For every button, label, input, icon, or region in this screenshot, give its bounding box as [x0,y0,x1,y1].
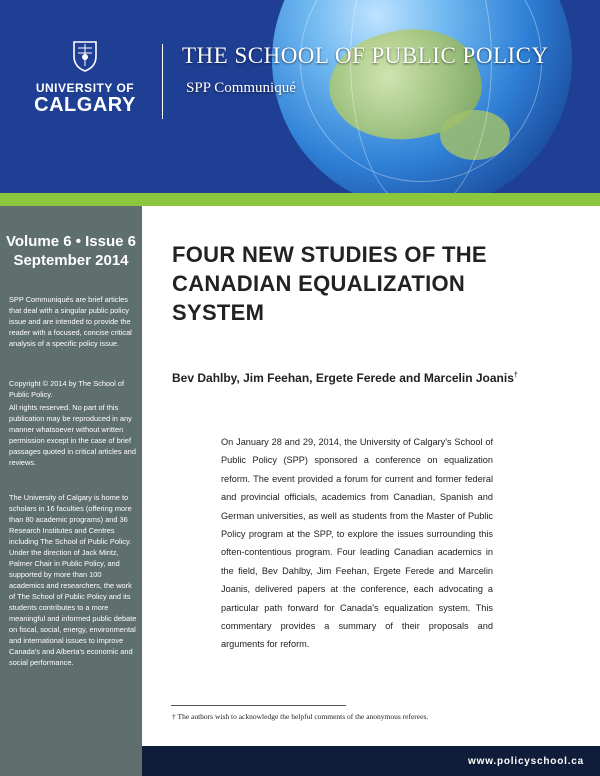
volume-issue: Volume 6 • Issue 6 [5,233,137,250]
globe-gridline [350,0,492,193]
sidebar-copyright: Copyright © 2014 by The School of Public Policy. [9,379,125,399]
school-title: THE SCHOOL OF PUBLIC POLICY [182,43,549,68]
sidebar-about: SPP Communiqués are brief articles that deal with a singular public policy issue and are intended to provide the reader with a focused, concise critical analysis of a specific policy issue. [9,295,132,348]
issue-info [0,232,142,270]
footnote-divider [171,705,346,706]
article-title: FOUR NEW STUDIES OF THE CANADIAN EQUALIZATION SYSTEM [172,242,487,325]
header-banner [0,0,600,193]
article-authors [172,371,518,385]
website-link[interactable]: www.policyschool.ca [468,756,584,767]
article-abstract: On January 28 and 29, 2014, the University of Calgary's School of Public Policy (SPP) sponsored a conference on equalization reform. The event provided a forum for current and former federal and provincial officials, academics from Canadian, Spanish and German universities, as well as students from the Master of Public Policy program at the SPP, to explore the issues surrounding this often-contentious program. Four leading Canadian academics in the field, Bev Dahlby, Jim Feehan, Ergete Ferede and Marcelin Joanis, delivered papers at the conference, each advocating a particular path forward for Canada's equalization system. This commentary provides a summary of their proposals and arguments for reform. [221,437,493,650]
author-names: Bev Dahlby, Jim Feehan, Ergete Ferede and Marcelin Joanis [172,371,514,385]
university-name-line2: CALGARY [34,94,136,116]
university-name-line1: UNIVERSITY OF [35,81,135,95]
footnote: † The authors wish to acknowledge the helpful comments of the anonymous referees. [172,712,429,721]
issue-date: September 2014 [13,252,129,269]
series-name: SPP Communiqué [186,80,296,96]
sidebar [0,206,142,776]
author-footnote-mark: † [513,372,518,379]
university-logo[interactable] [30,40,140,115]
accent-bar [0,193,600,206]
sidebar-rights: All rights reserved. No part of this publication may be reproduced in any manner whatsoever without written permission except in the case of brief passages quoted in critical articles and reviews. [9,403,136,467]
crest-icon [72,40,98,72]
header-divider [162,44,163,119]
footer-bar [142,746,600,776]
sidebar-school-info: The University of Calgary is home to scholars in 16 faculties (offering more than 80 academic programs) and 36 Research Institutes and Centres including The School of Public Policy. Under the direction of Jack Mintz, Palmer Chair in Public Policy, and supported by more than 100 academics and researchers, the work of The School of Public Policy and its students contributes to a more meaningful and informed public debate on fiscal, social, energy, environmental and international issues to improve Canada's and Alberta's economic and social performance. [9,493,137,667]
